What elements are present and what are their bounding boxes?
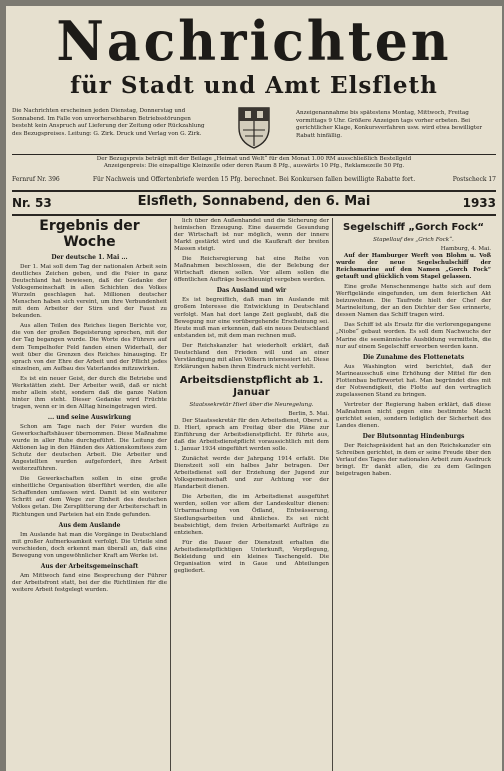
article-subheading: Die Zunahme des Flottenetats — [362, 353, 465, 361]
article-dateline: Berlin, 5. Mai. — [288, 410, 329, 417]
article-paragraph: Aus Washington wird berichtet, daß der Marineausschuß eine Erhöhung der Mittel für den Flottenbau befürwortet hat. Man begründet dies mit der Notwendigkeit, die Flotte auf den vertraglich zugelassenen Stand zu bringen. — [336, 363, 491, 398]
article-paragraph: Schon am Tage nach der Feier wurden die Gewerkschaftshäuser übernommen. Diese Maßnahme wurde in aller Ruhe durchgeführt. Die Leitung der Aktionen lag in den Händen des Aktionskomitees zum Schutz der deutschen Arbeit. Die Arbeiter und Angestellten wurden aufgefordert, ihre Arbeit weiterzuführen. — [12, 423, 167, 473]
article-paragraph: Das Schiff ist als Ersatz für die verlorengegangene „Niobe“ gebaut worden. Es soll dem Nachwuchs der Marine die seemännische Ausbildung vermitteln, die nur auf einem Segelschiff erworben werden kann. — [336, 322, 491, 350]
article-paragraph: Am Mittwoch fand eine Besprechung der Führer der Arbeitsfront statt, bei der die Richtlinien für die weitere Arbeit festgelegt wurden. — [12, 572, 167, 593]
article-heading: Ergebnis der Woche — [39, 218, 140, 250]
meta-row — [12, 176, 496, 186]
price-info-line-1: Der Bezugspreis beträgt mit der Beilage „Heimat und Welt“ für den Monat 1.00 RM ausschließlich Bestellgeld — [96, 156, 412, 162]
article-dateline: Hamburg, 4. Mai. — [440, 246, 491, 252]
coat-of-arms-icon — [236, 104, 272, 150]
masthead-subtitle: für Stadt und Amt Elsfleth — [70, 72, 438, 99]
article-paragraph: Vertreter der Regierung haben erklärt, daß diese Maßnahmen nicht gegen eine bestimmte Macht gerichtet seien, sondern lediglich der Sicherheit des Landes dienen. — [336, 401, 491, 429]
column-3 — [336, 218, 491, 771]
column-1 — [12, 218, 167, 771]
column-divider — [332, 218, 333, 771]
article-paragraph: Es ist ein neuer Geist, der durch die Betriebe und Werkstätten zieht. Der Arbeiter weiß, daß er nicht mehr allein steht, sondern daß die ganze Nation hinter ihm steht. Dieser Gedanke wird Früchte tragen, wenn er in den Alltag hineingetragen wird. — [12, 375, 167, 410]
price-info-line-2: Anzeigenpreis: Die einspaltige Kleinzeile oder deren Raum 8 Pfg., auswärts 10 Pfg., Reklamezeile 50 Pfg. — [103, 163, 405, 169]
article-paragraph: Die Reichsregierung hat eine Reihe von Maßnahmen beschlossen, die der Belebung der Wirtschaft dienen sollen. Vor allem sollen die öffentlichen Aufträge beschleunigt vergeben werden. — [174, 256, 329, 284]
article-subheading: Der deutsche 1. Mai ... — [51, 254, 128, 261]
article-paragraph: Der 1. Mai soll dem Tag der nationalen Arbeit sein deutliches Zeichen geben, und die Feier in ganz Deutschland hat bewiesen, daß der Gedanke der Volksgemeinschaft in allen Schichten des Volkes Wurzeln geschlagen hat. Millionen deutscher Menschen haben sich vereint, um ihre Verbundenheit mit dem Arbeiter der Stirn und der Faust zu bekunden. — [12, 264, 167, 320]
divider — [12, 214, 496, 216]
article-paragraph: Die Gewerkschaften sollen in eine große einheitliche Organisation überführt werden, die alle Schaffenden umfassen wird. Damit ist ein weiterer Schritt auf dem Wege zur Einheit des deutschen Volkes getan. Die Zersplitterung der Arbeiterschaft in Richtungen und Parteien hat ein Ende gefunden. — [12, 476, 167, 518]
article-subheading: Der Blutsonntag Hindenburgs — [362, 433, 465, 441]
article-heading: Segelschiff „Gorch Fock“ — [343, 222, 484, 233]
article-paragraph: Zunächst werde der Jahrgang 1914 erfaßt. Die Dienstzeit soll ein halbes Jahr betragen. Der Arbeitsdienst soll der Erziehung der Jugend zur Volksgemeinschaft und zur Achtung vor der Handarbeit dienen. — [174, 456, 329, 491]
article-subheading: Stapellauf des „Grich Fock“. — [373, 237, 454, 243]
article-paragraph: Die Arbeiten, die im Arbeitsdienst ausgeführt werden, sollen vor allem der Landeskultur dienen: Urbarmachung von Ödland, Entwässerung, Siedlungsarbeiten und ähnliches. Es sei nicht beabsichtigt, dem freien Arbeitsmarkt Aufträge zu entziehen. — [174, 494, 329, 536]
issue-date: Elsfleth, Sonnabend, den 6. Mai — [137, 194, 371, 209]
article-paragraph: Der Staatssekretär für den Arbeitsdienst, Oberst a. D. Hierl, sprach am Freitag über die Pläne zur Einführung der Arbeitsdienstpflicht. Er führte aus, daß die Arbeitsdienstpflicht voraussichtlich mit dem 1. Januar 1934 eingeführt werden solle. — [174, 417, 329, 453]
article-subheading: Aus dem Auslande — [58, 521, 121, 529]
phone-number: Fernruf Nr. 396 — [12, 176, 60, 183]
article-paragraph: Im Auslande hat man die Vorgänge in Deutschland mit großer Aufmerksamkeit verfolgt. Die Urteile sind verschieden, doch erkennt man überall an, daß eine Bewegung von ungewöhnlicher Kraft am Werke ist. — [12, 531, 167, 559]
column-divider — [170, 218, 171, 771]
divider — [12, 154, 496, 155]
issue-number: Nr. 53 — [12, 196, 52, 210]
article-subheading: Staatssekretär Hierl über die Neuregelung. — [189, 401, 314, 408]
postal-account: Postscheck 17 — [452, 176, 496, 183]
article-paragraph: Der Reichspräsident hat an den Reichskanzler ein Schreiben gerichtet, in dem er seine Freude über den Verlauf des Tages der nationalen Arbeit zum Ausdruck bringt. Er dankt allen, die zu dem Gelingen beigetragen haben. — [336, 443, 491, 478]
meta-center: Für Nachweis und Offertenbriefe werden 15 Pfg. berechnet. Bei Konkursen fallen bewilligte Rabatte fort. — [92, 176, 416, 183]
article-heading: Arbeitsdienstpflicht ab 1. Januar — [179, 374, 324, 398]
article-paragraph: Eine große Menschenmenge hatte sich auf dem Werftgelände eingefunden, um dem feierlichen Akt beizuwohnen. Die Taufrede hielt der Chef der Marineleitung, der an den Dichter der See erinnerte, dessen Namen das Schiff tragen wird. — [336, 284, 491, 319]
article-paragraph: Für die Dauer der Dienstzeit erhalten die Arbeitsdienstpflichtigen Unterkunft, Verpflegung, Bekleidung und ein kleines Taschengeld. Die Organisation wird in Gaue und Abteilungen gegliedert. — [174, 539, 329, 574]
article-paragraph: Der Reichskanzler hat wiederholt erklärt, daß Deutschland den Frieden will und an einer Verständigung mit allen Völkern interessiert ist. Diese Erklärungen haben ihren Eindruck nicht verfehlt. — [174, 342, 329, 370]
article-subheading: Das Ausland und wir — [216, 287, 287, 295]
article-subheading: ... und seine Auswirkung — [47, 413, 132, 421]
newspaper-page — [6, 6, 502, 771]
article-subheading: Aus der Arbeitsgemeinschaft — [40, 562, 139, 570]
divider — [12, 190, 496, 192]
dateline — [12, 194, 496, 212]
article-paragraph: Aus allen Teilen des Reiches liegen Berichte vor, die von der großen Begeisterung sprechen, mit der der Tag begangen wurde. Die Worte des Führers auf dem Tempelhofer Feld fanden einen Widerhall, der weit über die Grenzen des Reiches hinausging. Er sprach von der Ehre der Arbeit und der Pflicht jedes einzelnen, am Aufbau des Vaterlandes mitzuwirken. — [12, 323, 167, 372]
article-lead: Auf der Hamburger Werft von Blohm u. Voß wurde der neue Segelschulschiff der Reichsmarine auf den Namen „Gorch Fock“ getauft und glücklich vom Stapel gelassen. — [336, 253, 491, 281]
publication-info: Die Nachrichten erscheinen jeden Dienstag, Donnerstag und Sonnabend. Im Falle von unvorhersehbaren Betriebsstörungen besteht kein Anspruch auf Lieferung der Zeitung oder Rückzahlung des Bezugspreises. Leitung: G. Zirk. Druck und Verlag von G. Zirk. — [12, 108, 205, 137]
article-paragraph: lich über den Außenhandel und die Sicherung der heimischen Erzeugung. Eine dauernde Gesundung der Wirtschaft ist nur möglich, wenn der innere Markt gestärkt wird und die Kaufkraft der breiten Massen steigt. — [174, 218, 329, 253]
article-paragraph: Es ist begreiflich, daß man im Auslande mit großem Interesse die Entwicklung in Deutschland verfolgt. Man hat dort lange Zeit geglaubt, daß die Bewegung nur eine vorübergehende Erscheinung sei. Heute muß man erkennen, daß ein neues Deutschland entstanden ist, mit dem man rechnen muß. — [174, 297, 329, 339]
masthead-title: Nachrichten — [56, 9, 452, 74]
column-2 — [174, 218, 329, 771]
issue-year: 1933 — [462, 196, 496, 210]
advertising-info: Anzeigenannahme bis spätestens Montag, Mittwoch, Freitag vormittags 9 Uhr. Größere Anzeigen tags vorher erbeten. Bei gerichtlicher Klage, Konkursverfahren usw. wird etwa bewilligter Rabatt hinfällig. — [296, 110, 483, 139]
